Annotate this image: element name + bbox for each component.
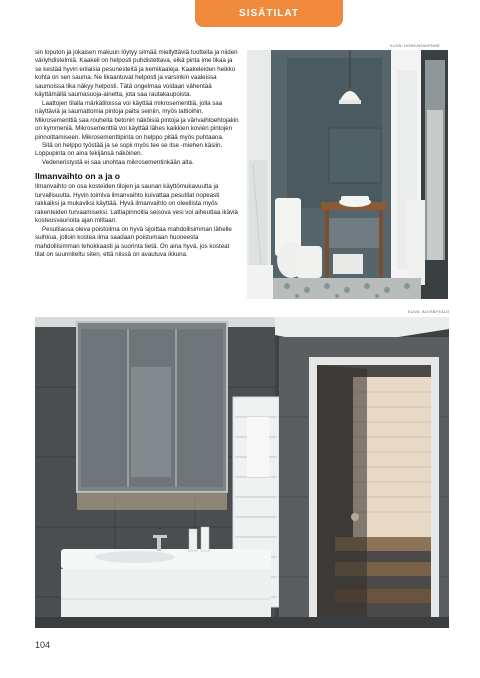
article-paragraph: Vedeneristystä ei saa unohtaa mikrosementinkään alta. — [42, 158, 194, 166]
sauna-bathroom-photo — [35, 317, 449, 628]
article-paragraph: sin loputon ja jokaisen makuun löytyy silmää miellyttäviä tuotteita ja niiden väriyhdistelmiä. Kaakeli on helposti puhdistettava, eikä pinta ime likaa ja se kestää hyvin erilaisia pesunesteitä ja kemikaaleja. Kaakeleiden heikko kohta on sen sauma. Ne likaantuvat helposti ja varsinkin vaaleissa saumoissa lika näkyy helposti. Tätä ongelmaa voidaan vähentää käyttämällä saumasuoja-ainetta, jota saa rautakaupoista. — [35, 49, 238, 99]
article-subheading: Ilmanvaihto on a ja o — [35, 171, 120, 182]
page-number: 104 — [35, 640, 51, 650]
bathroom-photo — [247, 50, 448, 299]
article-paragraph: Sitä on helppo työstää ja se sopii myös tee se itse -miehen käsiin. Loppupinta on aina tekijänsä näköinen. — [35, 141, 223, 158]
section-title: SISÄTILAT — [239, 8, 299, 19]
photo-credit-top: KUVA: HONKARAKENNE — [390, 43, 440, 48]
bathroom-photo-image — [247, 50, 448, 299]
article-text — [35, 49, 240, 259]
article-paragraph: Laattojen tilalla märkätiloissa voi käyttää mikrosementtiä, jolla saa näyttäviä ja saumattomia pintoja paitsi seiniin, myös lattioihin. Mikrosementtiä saa rouheita betonin näköisiä pintoja ja värivaihtoehtojakin on kymmeniä. Mikrosementtiä voi käyttää lähes kaikkien kovien pintojen pinnoittamiseen. Mikrosementtipinta on helppo pitää myös puhtaana. — [35, 99, 239, 141]
article-paragraph: Pesutilassa oleva poistoilma on hyvä sijoittaa mahdollisimman lähelle suihkua, jolloin kostea ilma saadaan poistumaan huoneesta mahdollisimman tehokkaasti ja suorinta tietä. On aina hyvä, jos kosteat tilat on suunniteltu siten, että niissä on avautuva ikkuna. — [35, 225, 232, 258]
section-tab — [195, 0, 343, 27]
article-paragraph: Ilmanvaihto on osa kosteiden tilojen ja saunan käyttömukavuutta ja turvallisuutta. Hyvin toimiva ilmanvaihto kuivattaa pesutilat nopeasti rakkaiksi ja mukaviksi käyttää. Hyvä ilmanvaihto on oleellista myös rakenteiden turvaamiseksi. Lattiapinnoilla seisova vesi voi aiheuttaa ikäviä kosteusvaurioita ajan mittaan. — [35, 183, 238, 225]
photo-credit-bottom: KUVA: ÄLVSBYTALO — [408, 309, 450, 314]
sauna-bathroom-photo-image — [35, 317, 449, 628]
